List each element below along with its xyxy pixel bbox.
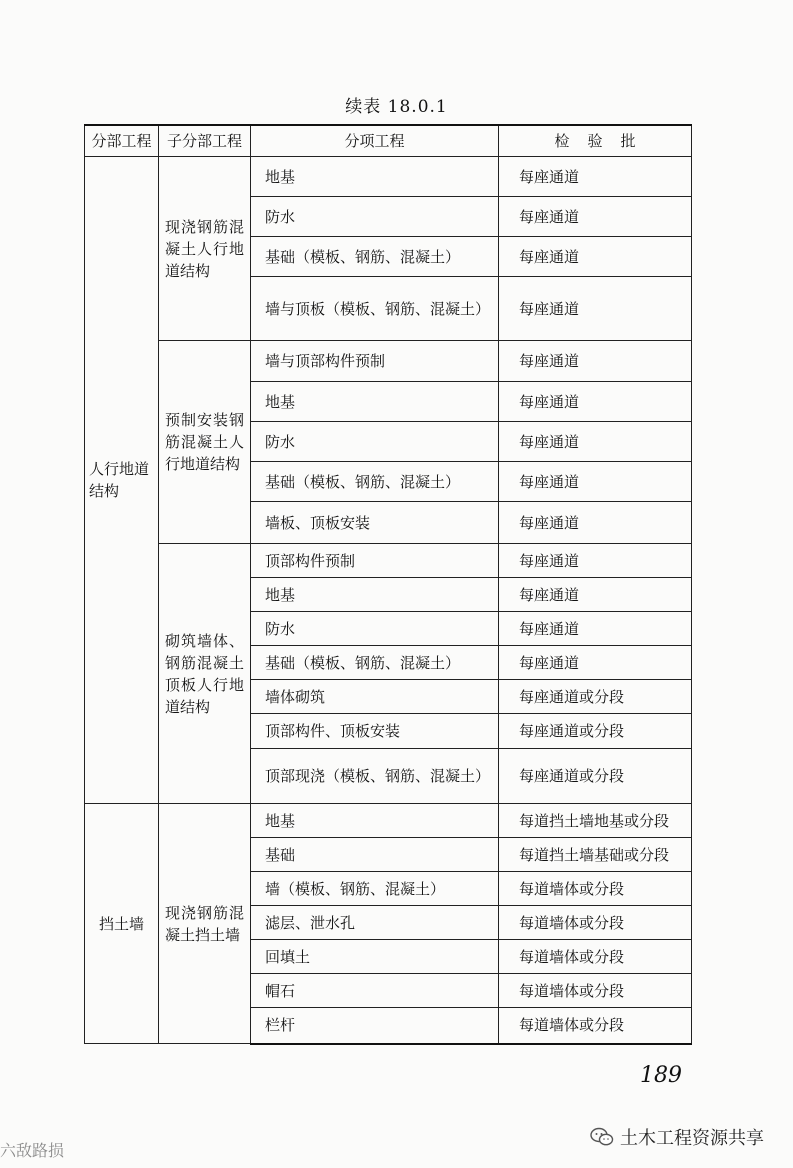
item-cell: 滤层、泄水孔: [251, 906, 499, 940]
batch-cell: 每座通道: [499, 237, 692, 277]
subdivision-cell: 现浇钢筋混凝土人行地道结构: [159, 157, 251, 341]
table-row: [85, 157, 692, 197]
batch-cell: 每座通道: [499, 197, 692, 237]
item-cell: 地基: [251, 578, 499, 612]
item-cell: 防水: [251, 422, 499, 462]
batch-cell: 每座通道或分段: [499, 749, 692, 804]
item-cell: 基础: [251, 838, 499, 872]
batch-cell: 每座通道或分段: [499, 680, 692, 714]
batch-cell: 每座通道: [499, 462, 692, 502]
item-cell: 顶部构件预制: [251, 544, 499, 578]
header-inspection: 检验批: [499, 125, 692, 157]
item-cell: 顶部现浇（模板、钢筋、混凝土）: [251, 749, 499, 804]
watermark-right-text: 土木工程资源共享: [620, 1128, 764, 1149]
batch-cell: 每道挡土墙地基或分段: [499, 804, 692, 838]
item-cell: 基础（模板、钢筋、混凝土）: [251, 462, 499, 502]
header-subdivision: 子分部工程: [159, 125, 251, 157]
batch-cell: 每道墙体或分段: [499, 906, 692, 940]
batch-cell: 每座通道: [499, 646, 692, 680]
item-cell: 基础（模板、钢筋、混凝土）: [251, 237, 499, 277]
item-cell: 地基: [251, 382, 499, 422]
batch-cell: 每座通道: [499, 157, 692, 197]
batch-cell: 每座通道: [499, 612, 692, 646]
item-cell: 地基: [251, 157, 499, 197]
batch-cell: 每道墙体或分段: [499, 974, 692, 1008]
item-cell: 防水: [251, 612, 499, 646]
item-cell: 帽石: [251, 974, 499, 1008]
batch-cell: 每道墙体或分段: [499, 872, 692, 906]
item-cell: 墙体砌筑: [251, 680, 499, 714]
batch-cell: 每座通道或分段: [499, 714, 692, 749]
batch-cell: 每座通道: [499, 544, 692, 578]
batch-cell: 每座通道: [499, 341, 692, 382]
item-cell: 墙与顶板（模板、钢筋、混凝土）: [251, 277, 499, 341]
item-cell: 回填土: [251, 940, 499, 974]
table-header-row: [85, 125, 692, 157]
table-row: [85, 544, 692, 578]
watermark-left: 六敌路损: [0, 1141, 65, 1160]
batch-cell: 每座通道: [499, 578, 692, 612]
batch-cell: 每道墙体或分段: [499, 1008, 692, 1044]
batch-cell: 每座通道: [499, 382, 692, 422]
subdivision-cell: 现浇钢筋混凝土挡土墙: [159, 804, 251, 1044]
item-cell: 栏杆: [251, 1008, 499, 1044]
batch-cell: 每道墙体或分段: [499, 940, 692, 974]
item-cell: 防水: [251, 197, 499, 237]
batch-cell: 每道挡土墙基础或分段: [499, 838, 692, 872]
item-cell: 墙板、顶板安装: [251, 502, 499, 544]
watermark-right: [590, 1124, 764, 1150]
item-cell: 基础（模板、钢筋、混凝土）: [251, 646, 499, 680]
batch-cell: 每座通道: [499, 422, 692, 462]
header-division: 分部工程: [85, 125, 159, 157]
page-number: 189: [640, 1063, 682, 1088]
batch-cell: 每座通道: [499, 277, 692, 341]
item-cell: 地基: [251, 804, 499, 838]
division-cell: 人行地道结构: [85, 157, 159, 804]
subdivision-cell: 砌筑墙体、钢筋混凝土顶板人行地道结构: [159, 544, 251, 804]
item-cell: 墙（模板、钢筋、混凝土）: [251, 872, 499, 906]
header-item: 分项工程: [251, 125, 499, 157]
wechat-icon: [590, 1126, 614, 1148]
division-cell: 挡土墙: [85, 804, 159, 1044]
table-title: 续表 18.0.1: [345, 97, 448, 117]
batch-cell: 每座通道: [499, 502, 692, 544]
table-row: [85, 341, 692, 382]
subdivision-cell: 预制安装钢筋混凝土人行地道结构: [159, 341, 251, 544]
item-cell: 墙与顶部构件预制: [251, 341, 499, 382]
table-row: [85, 804, 692, 838]
item-cell: 顶部构件、顶板安装: [251, 714, 499, 749]
acceptance-table: [84, 124, 692, 1045]
